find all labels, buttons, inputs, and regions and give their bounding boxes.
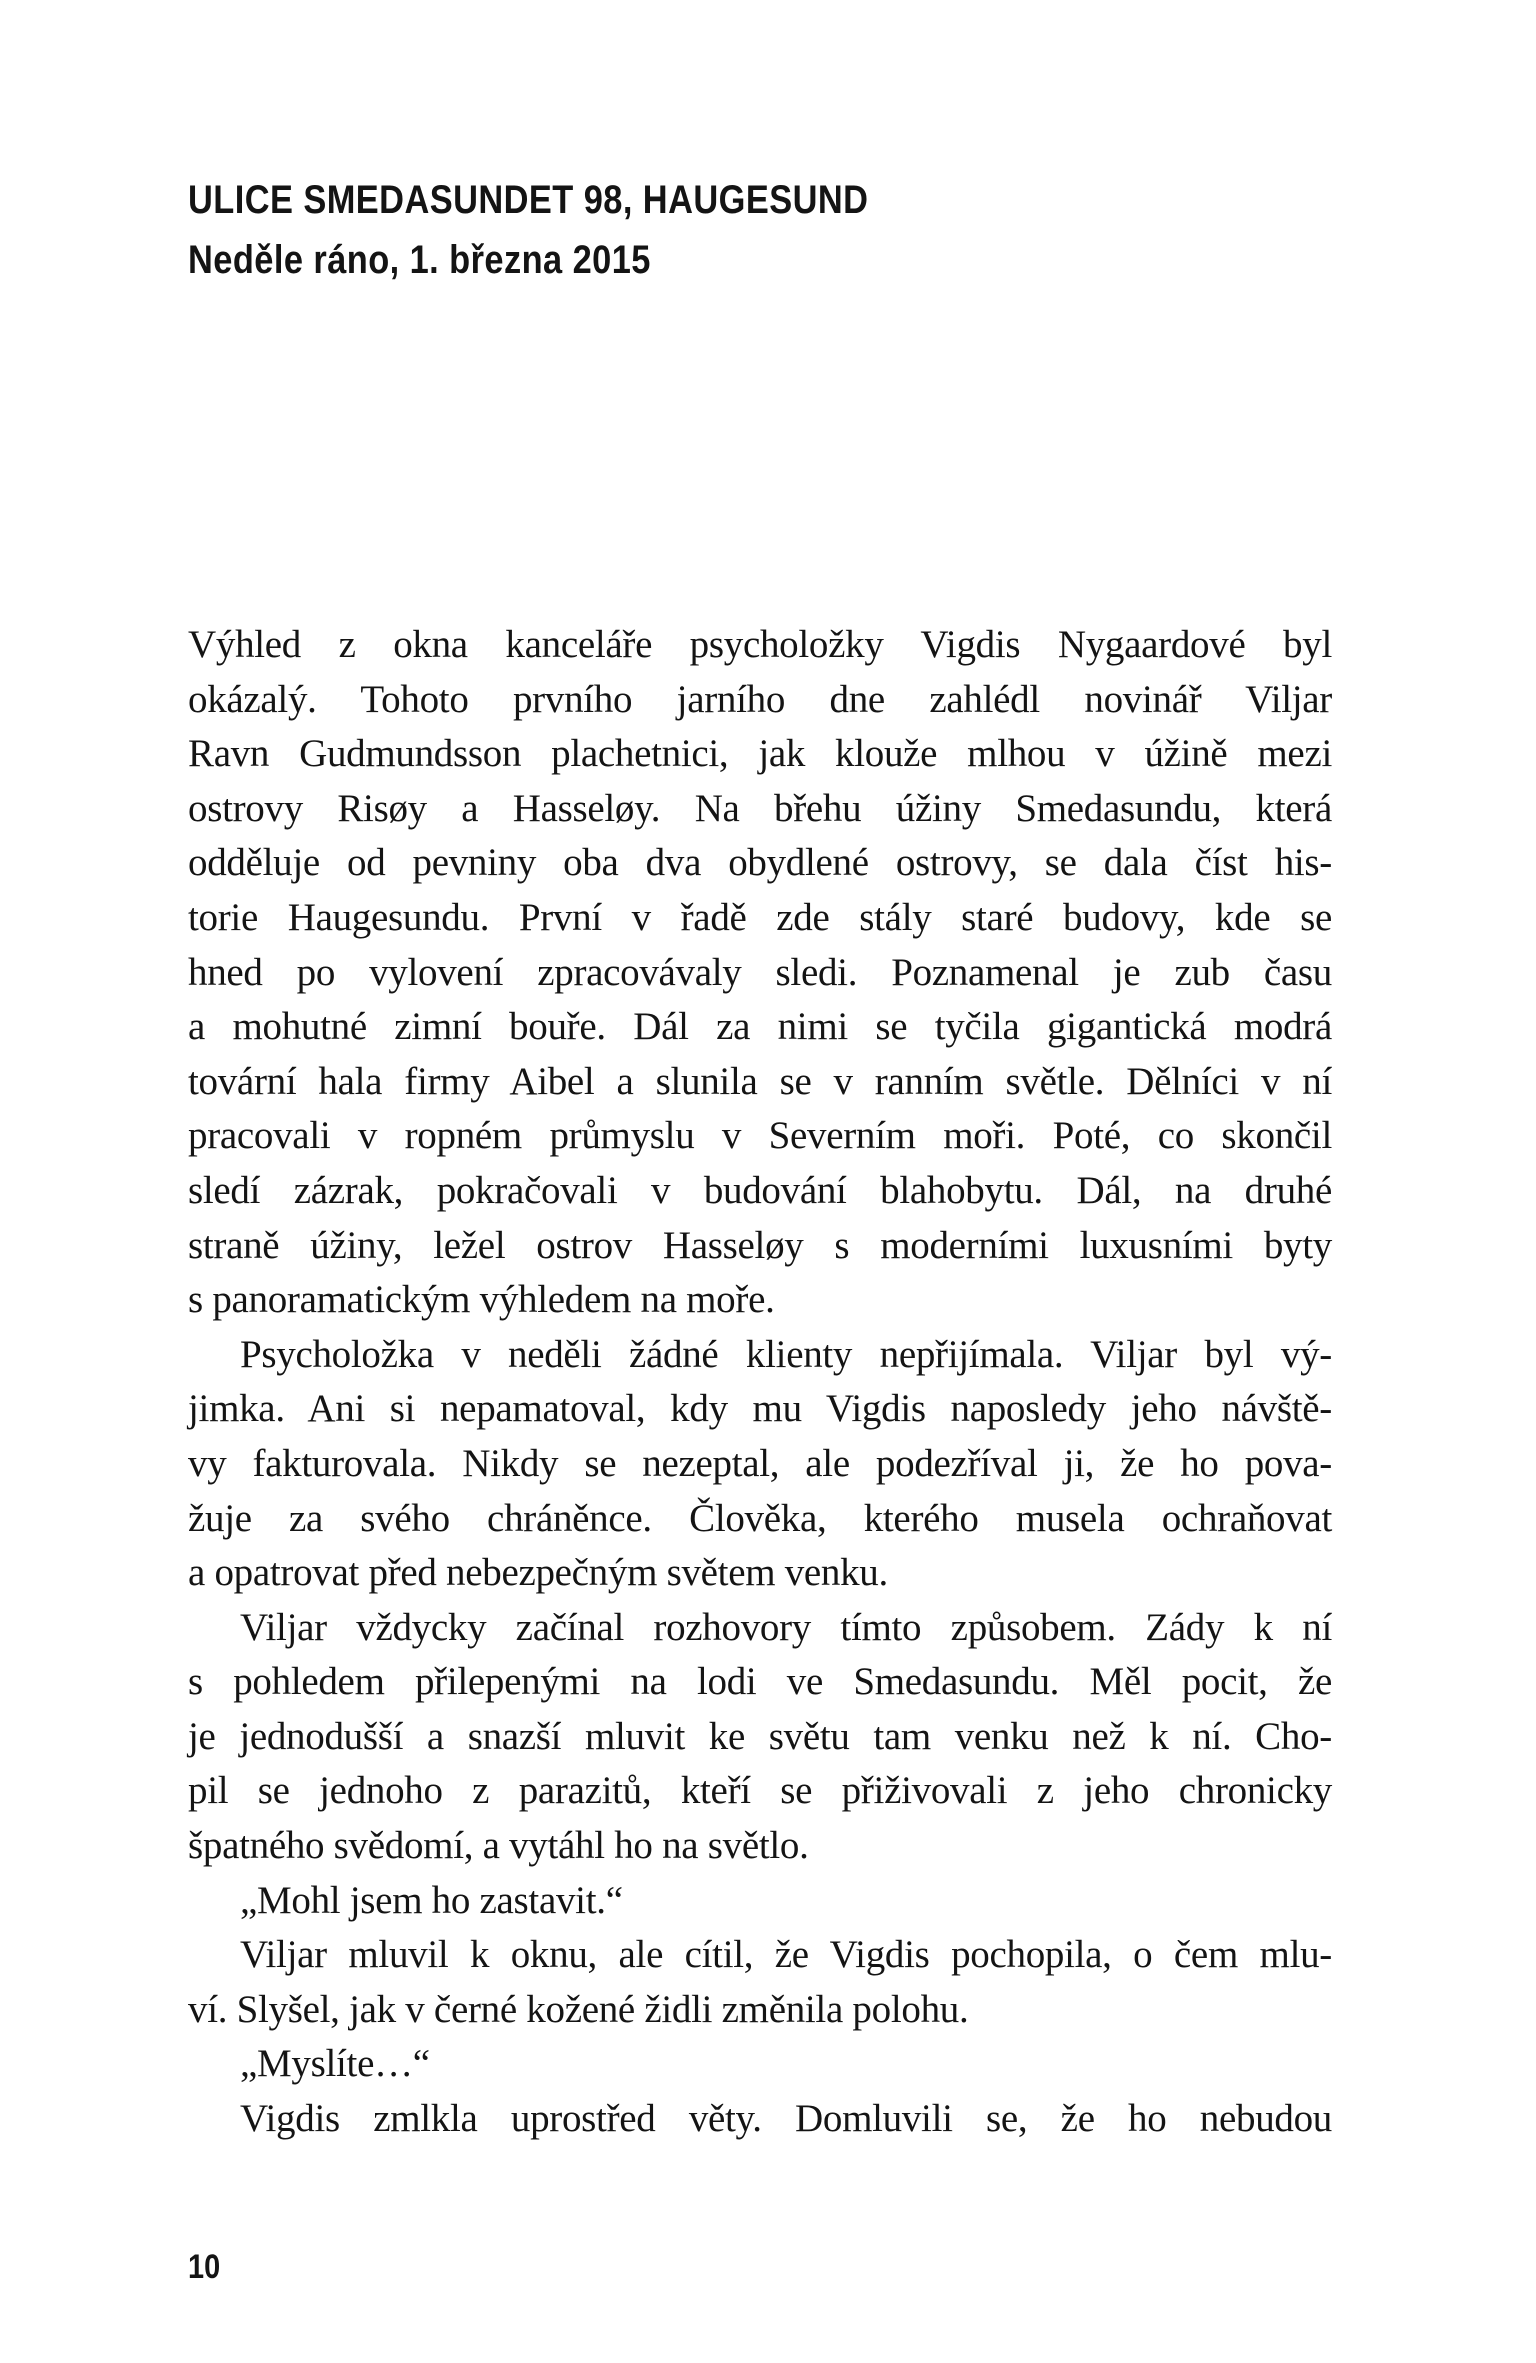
text-line: ostrovy Risøy a Hasseløy. Na břehu úžiny Smedasundu, která bbox=[188, 786, 1332, 830]
text-line: straně úžiny, ležel ostrov Hasseløy s moderními luxusními byty bbox=[188, 1223, 1332, 1267]
text-line: hned po vylovení zpracovávaly sledi. Poznamenal je zub času bbox=[188, 950, 1332, 994]
text-line: tovární hala firmy Aibel a slunila se v ranním světle. Dělníci v ní bbox=[188, 1059, 1332, 1103]
text-line: Viljar vždycky začínal rozhovory tímto způsobem. Zády k ní bbox=[240, 1605, 1332, 1649]
text-line: žuje za svého chráněnce. Člověka, kterého musela ochraňovat bbox=[188, 1496, 1332, 1540]
text-line: „Myslíte…“ bbox=[240, 2042, 430, 2086]
text-line: Psycholožka v neděli žádné klienty nepřijímala. Viljar byl vý- bbox=[240, 1332, 1332, 1376]
text-line: „Mohl jsem ho zastavit.“ bbox=[240, 1878, 623, 1922]
chapter-time-heading: Neděle ráno, 1. března 2015 bbox=[188, 238, 651, 282]
text-line: jimka. Ani si nepamatoval, kdy mu Vigdis naposledy jeho návště- bbox=[188, 1387, 1332, 1431]
body-text bbox=[188, 618, 1332, 2147]
text-line: okázalý. Tohoto prvního jarního dne zahlédl novinář Viljar bbox=[188, 677, 1332, 721]
text-line: sledí zázrak, pokračovali v budování blahobytu. Dál, na druhé bbox=[188, 1168, 1332, 1212]
chapter-location-heading: ULICE SMEDASUNDET 98, HAUGESUND bbox=[188, 178, 869, 222]
text-line: je jednodušší a snazší mluvit ke světu tam venku než k ní. Cho- bbox=[188, 1714, 1332, 1758]
text-line: Ravn Gudmundsson plachetnici, jak klouže mlhou v úžině mezi bbox=[188, 732, 1332, 776]
text-line: Viljar mluvil k oknu, ale cítil, že Vigdis pochopila, o čem mlu- bbox=[240, 1933, 1332, 1977]
text-line: s panoramatickým výhledem na moře. bbox=[188, 1278, 775, 1322]
text-line: Výhled z okna kanceláře psycholožky Vigdis Nygaardové byl bbox=[188, 623, 1332, 666]
text-line: vy fakturovala. Nikdy se nezeptal, ale podezříval ji, že ho pova- bbox=[188, 1441, 1332, 1485]
text-line: špatného svědomí, a vytáhl ho na světlo. bbox=[188, 1824, 809, 1868]
text-line: pil se jednoho z parazitů, kteří se přiživovali z jeho chronicky bbox=[188, 1769, 1332, 1813]
text-line: a opatrovat před nebezpečným světem venku. bbox=[188, 1551, 888, 1595]
page-number: 10 bbox=[188, 2248, 221, 2286]
text-line: s pohledem přilepenými na lodi ve Smedasundu. Měl pocit, že bbox=[188, 1660, 1332, 1704]
text-line: torie Haugesundu. První v řadě zde stály staré budovy, kde se bbox=[188, 895, 1332, 939]
text-line: Vigdis zmlkla uprostřed věty. Domluvili se, že ho nebudou bbox=[240, 2097, 1332, 2141]
text-line: ví. Slyšel, jak v černé kožené židli změnila polohu. bbox=[188, 1987, 969, 2031]
text-line: pracovali v ropném průmyslu v Severním moři. Poté, co skončil bbox=[188, 1114, 1332, 1158]
text-line: odděluje od pevniny oba dva obydlené ostrovy, se dala číst his- bbox=[188, 841, 1332, 885]
text-line: a mohutné zimní bouře. Dál za nimi se tyčila gigantická modrá bbox=[188, 1005, 1332, 1049]
